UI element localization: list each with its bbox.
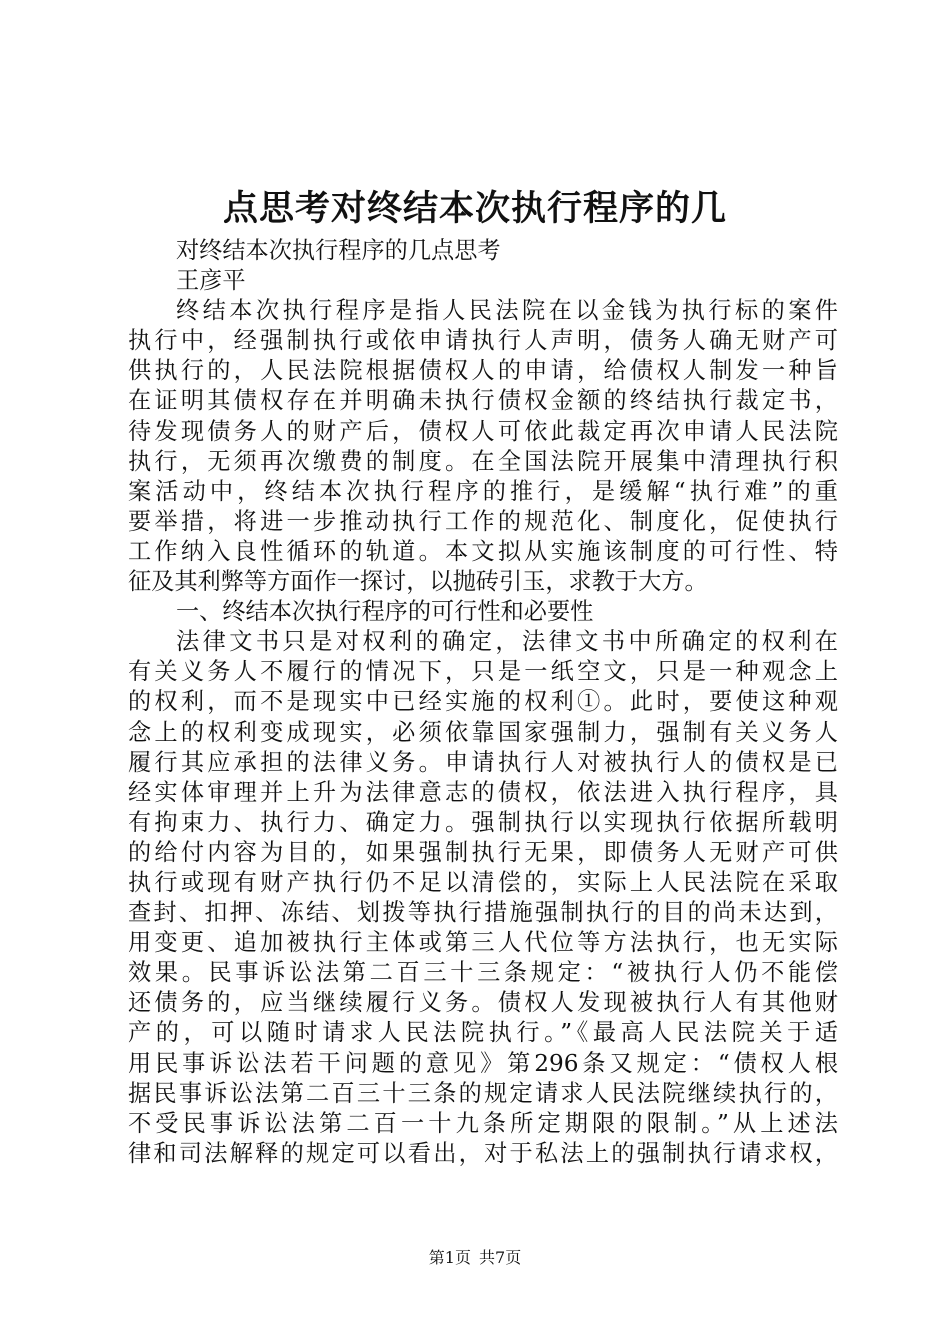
- body-line: 不受民事诉讼法第二百一十九条所定期限的限制。”从上述法: [128, 1109, 838, 1137]
- body-line: 履行其应承担的法律义务。申请执行人对被执行人的债权是已: [128, 748, 838, 776]
- author-line: 王彦平: [176, 267, 246, 295]
- body-line: 经实体审理并上升为法律意志的债权，依法进入执行程序，具: [128, 778, 838, 806]
- body-line: 查封、扣押、冻结、划拨等执行措施强制执行的目的尚未达到，: [128, 899, 838, 927]
- body-line: 执行，无须再次缴费的制度。在全国法院开展集中清理执行积: [128, 447, 838, 475]
- body-line: 效果。民事诉讼法第二百三十三条规定：“被执行人仍不能偿: [128, 959, 838, 987]
- body-line: 还债务的，应当继续履行义务。债权人发现被执行人有其他财: [128, 989, 838, 1017]
- body-line: 终结本次执行程序是指人民法院在以金钱为执行标的案件: [176, 297, 838, 325]
- body-line: 执行中，经强制执行或依申请执行人声明，债务人确无财产可: [128, 327, 838, 355]
- document-body: [128, 236, 838, 1169]
- body-line: 法律文书只是对权利的确定，法律文书中所确定的权利在: [176, 628, 838, 656]
- body-line: 据民事诉讼法第二百三十三条的规定请求人民法院继续执行的，: [128, 1079, 838, 1107]
- body-line: 有拘束力、执行力、确定力。强制执行以实现执行依据所载明: [128, 808, 838, 836]
- document-title: 点思考对终结本次执行程序的几: [222, 189, 727, 229]
- body-line: 工作纳入良性循环的轨道。本文拟从实施该制度的可行性、特: [128, 537, 838, 565]
- body-line: 待发现债务人的财产后，债权人可依此裁定再次申请人民法院: [128, 417, 838, 445]
- body-line: 征及其利弊等方面作一探讨，以抛砖引玉，求教于大方。: [128, 568, 708, 596]
- subtitle-line: 对终结本次执行程序的几点思考: [176, 237, 501, 264]
- body-line: 执行或现有财产执行仍不足以清偿的，实际上人民法院在采取: [128, 868, 838, 896]
- body-line: 案活动中，终结本次执行程序的推行，是缓解“执行难”的重: [128, 477, 838, 505]
- body-line: 在证明其债权存在并明确未执行债权金额的终结执行裁定书，: [128, 387, 838, 415]
- body-line: 要举措，将进一步推动执行工作的规范化、制度化，促使执行: [128, 507, 838, 535]
- body-line: 律和司法解释的规定可以看出，对于私法上的强制执行请求权，: [128, 1139, 838, 1167]
- body-line: 有关义务人不履行的情况下，只是一纸空文，只是一种观念上: [128, 658, 838, 686]
- body-line: 的权利，而不是现实中已经实施的权利①。此时，要使这种观: [128, 688, 838, 716]
- section-heading: 一、终结本次执行程序的可行性和必要性: [176, 598, 594, 626]
- body-line: 用变更、追加被执行主体或第三人代位等方法执行，也无实际: [128, 929, 838, 957]
- body-line: 产的，可以随时请求人民法院执行。”《最高人民法院关于适: [128, 1019, 838, 1047]
- body-line: 用民事诉讼法若干问题的意见》第296条又规定：“债权人根: [128, 1049, 838, 1077]
- body-line: 的给付内容为目的，如果强制执行无果，即债务人无财产可供: [128, 838, 838, 866]
- body-line: 念上的权利变成现实，必须依靠国家强制力，强制有关义务人: [128, 718, 838, 746]
- body-line: 供执行的，人民法院根据债权人的申请，给债权人制发一种旨: [128, 357, 838, 385]
- page-footer: 第1页 共7页: [428, 1248, 522, 1267]
